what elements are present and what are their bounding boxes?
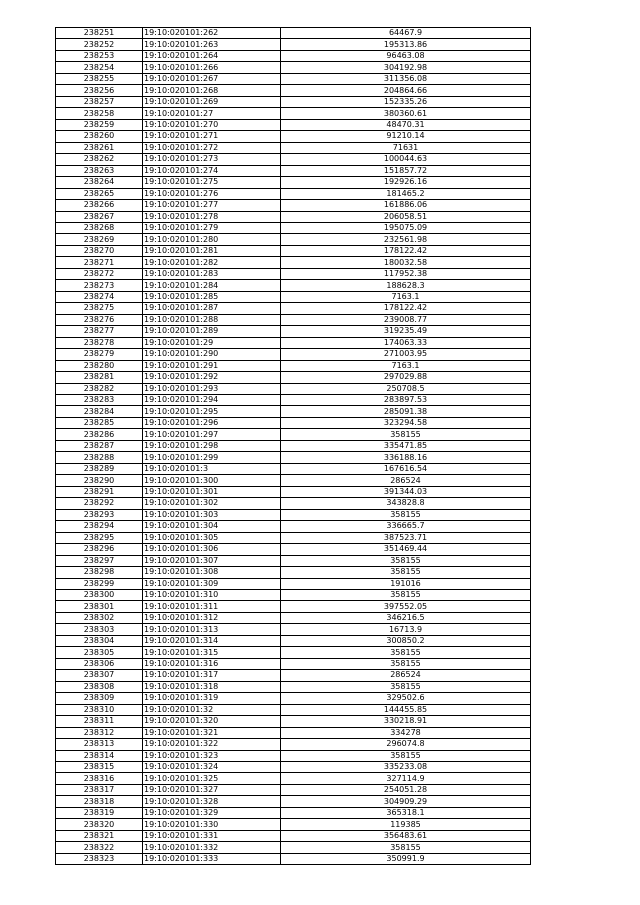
table-row: [56, 578, 531, 589]
value-cell: 181465.2: [281, 188, 531, 199]
cadastral-number-cell: 19:10:020101:307: [143, 555, 281, 566]
cadastral-number-cell: 19:10:020101:284: [143, 280, 281, 291]
row-number-cell: 238299: [56, 578, 143, 589]
cadastral-number-cell: 19:10:020101:289: [143, 326, 281, 337]
table-row: [56, 406, 531, 417]
value-cell: 350991.9: [281, 853, 531, 864]
value-cell: 64467.9: [281, 28, 531, 39]
row-number-cell: 238304: [56, 635, 143, 646]
row-number-cell: 238314: [56, 750, 143, 761]
row-number-cell: 238272: [56, 268, 143, 279]
cadastral-number-cell: 19:10:020101:280: [143, 234, 281, 245]
row-number-cell: 238290: [56, 475, 143, 486]
table-row: [56, 624, 531, 635]
value-cell: 195313.86: [281, 39, 531, 50]
table-row: [56, 395, 531, 406]
data-table: [55, 27, 531, 865]
value-cell: 330218.91: [281, 716, 531, 727]
cadastral-number-cell: 19:10:020101:262: [143, 28, 281, 39]
cadastral-number-cell: 19:10:020101:328: [143, 796, 281, 807]
cadastral-number-cell: 19:10:020101:309: [143, 578, 281, 589]
value-cell: 167616.54: [281, 463, 531, 474]
table-row: [56, 417, 531, 428]
value-cell: 96463.08: [281, 50, 531, 61]
row-number-cell: 238261: [56, 142, 143, 153]
row-number-cell: 238252: [56, 39, 143, 50]
value-cell: 380360.61: [281, 108, 531, 119]
value-cell: 329502.6: [281, 693, 531, 704]
cadastral-number-cell: 19:10:020101:292: [143, 372, 281, 383]
cadastral-number-cell: 19:10:020101:273: [143, 154, 281, 165]
value-cell: 304192.98: [281, 62, 531, 73]
row-number-cell: 238264: [56, 177, 143, 188]
cadastral-number-cell: 19:10:020101:298: [143, 440, 281, 451]
cadastral-number-cell: 19:10:020101:268: [143, 85, 281, 96]
cadastral-number-cell: 19:10:020101:297: [143, 429, 281, 440]
table-row: [56, 670, 531, 681]
table-row: [56, 521, 531, 532]
table-row: [56, 326, 531, 337]
value-cell: 174063.33: [281, 337, 531, 348]
table-row: [56, 234, 531, 245]
table-row: [56, 188, 531, 199]
cadastral-number-cell: 19:10:020101:279: [143, 222, 281, 233]
table-row: [56, 85, 531, 96]
value-cell: 300850.2: [281, 635, 531, 646]
row-number-cell: 238255: [56, 73, 143, 84]
value-cell: 358155: [281, 429, 531, 440]
cadastral-number-cell: 19:10:020101:283: [143, 268, 281, 279]
row-number-cell: 238288: [56, 452, 143, 463]
table-row: [56, 727, 531, 738]
value-cell: 297029.88: [281, 372, 531, 383]
row-number-cell: 238286: [56, 429, 143, 440]
row-number-cell: 238262: [56, 154, 143, 165]
cadastral-number-cell: 19:10:020101:331: [143, 830, 281, 841]
cadastral-number-cell: 19:10:020101:306: [143, 544, 281, 555]
row-number-cell: 238258: [56, 108, 143, 119]
value-cell: 117952.38: [281, 268, 531, 279]
value-cell: 358155: [281, 589, 531, 600]
value-cell: 358155: [281, 509, 531, 520]
value-cell: 7163.1: [281, 291, 531, 302]
table-row: [56, 429, 531, 440]
table-row: [56, 784, 531, 795]
table-row: [56, 544, 531, 555]
table-row: [56, 773, 531, 784]
value-cell: 346216.5: [281, 612, 531, 623]
row-number-cell: 238291: [56, 486, 143, 497]
value-cell: 16713.9: [281, 624, 531, 635]
value-cell: 178122.42: [281, 245, 531, 256]
value-cell: 327114.9: [281, 773, 531, 784]
table-row: [56, 635, 531, 646]
row-number-cell: 238267: [56, 211, 143, 222]
table-row: [56, 589, 531, 600]
table-row: [56, 739, 531, 750]
row-number-cell: 238283: [56, 395, 143, 406]
value-cell: 192926.16: [281, 177, 531, 188]
cadastral-number-cell: 19:10:020101:311: [143, 601, 281, 612]
cadastral-number-cell: 19:10:020101:291: [143, 360, 281, 371]
table-row: [56, 796, 531, 807]
row-number-cell: 238309: [56, 693, 143, 704]
row-number-cell: 238279: [56, 349, 143, 360]
row-number-cell: 238269: [56, 234, 143, 245]
cadastral-number-cell: 19:10:020101:314: [143, 635, 281, 646]
table-row: [56, 486, 531, 497]
cadastral-number-cell: 19:10:020101:304: [143, 521, 281, 532]
row-number-cell: 238307: [56, 670, 143, 681]
row-number-cell: 238310: [56, 704, 143, 715]
table-row: [56, 200, 531, 211]
row-number-cell: 238295: [56, 532, 143, 543]
row-number-cell: 238298: [56, 567, 143, 578]
value-cell: 239008.77: [281, 314, 531, 325]
row-number-cell: 238259: [56, 119, 143, 130]
cadastral-number-cell: 19:10:020101:327: [143, 784, 281, 795]
cadastral-number-cell: 19:10:020101:303: [143, 509, 281, 520]
row-number-cell: 238312: [56, 727, 143, 738]
row-number-cell: 238254: [56, 62, 143, 73]
cadastral-number-cell: 19:10:020101:277: [143, 200, 281, 211]
table-row: [56, 360, 531, 371]
cadastral-number-cell: 19:10:020101:313: [143, 624, 281, 635]
cadastral-number-cell: 19:10:020101:318: [143, 681, 281, 692]
cadastral-number-cell: 19:10:020101:315: [143, 647, 281, 658]
table-row: [56, 532, 531, 543]
cadastral-number-cell: 19:10:020101:276: [143, 188, 281, 199]
cadastral-number-cell: 19:10:020101:295: [143, 406, 281, 417]
cadastral-number-cell: 19:10:020101:321: [143, 727, 281, 738]
cadastral-number-cell: 19:10:020101:320: [143, 716, 281, 727]
value-cell: 283897.53: [281, 395, 531, 406]
row-number-cell: 238301: [56, 601, 143, 612]
table-row: [56, 750, 531, 761]
cadastral-number-cell: 19:10:020101:27: [143, 108, 281, 119]
table-row: [56, 475, 531, 486]
cadastral-number-cell: 19:10:020101:333: [143, 853, 281, 864]
table-row: [56, 498, 531, 509]
cadastral-number-cell: 19:10:020101:278: [143, 211, 281, 222]
row-number-cell: 238323: [56, 853, 143, 864]
row-number-cell: 238297: [56, 555, 143, 566]
row-number-cell: 238289: [56, 463, 143, 474]
cadastral-number-cell: 19:10:020101:296: [143, 417, 281, 428]
cadastral-number-cell: 19:10:020101:3: [143, 463, 281, 474]
row-number-cell: 238257: [56, 96, 143, 107]
value-cell: 358155: [281, 750, 531, 761]
row-number-cell: 238320: [56, 819, 143, 830]
value-cell: 204864.66: [281, 85, 531, 96]
table-row: [56, 693, 531, 704]
table-row: [56, 28, 531, 39]
table-row: [56, 372, 531, 383]
cadastral-number-cell: 19:10:020101:270: [143, 119, 281, 130]
cadastral-number-cell: 19:10:020101:301: [143, 486, 281, 497]
cadastral-number-cell: 19:10:020101:272: [143, 142, 281, 153]
value-cell: 296074.8: [281, 739, 531, 750]
cadastral-number-cell: 19:10:020101:287: [143, 303, 281, 314]
value-cell: 387523.71: [281, 532, 531, 543]
value-cell: 335233.08: [281, 762, 531, 773]
table-row: [56, 762, 531, 773]
cadastral-number-cell: 19:10:020101:319: [143, 693, 281, 704]
value-cell: 358155: [281, 681, 531, 692]
table-row: [56, 154, 531, 165]
cadastral-number-cell: 19:10:020101:323: [143, 750, 281, 761]
cadastral-number-cell: 19:10:020101:29: [143, 337, 281, 348]
value-cell: 311356.08: [281, 73, 531, 84]
table-row: [56, 349, 531, 360]
cadastral-number-cell: 19:10:020101:299: [143, 452, 281, 463]
table-row: [56, 291, 531, 302]
table-row: [56, 509, 531, 520]
value-cell: 144455.85: [281, 704, 531, 715]
table-row: [56, 39, 531, 50]
row-number-cell: 238305: [56, 647, 143, 658]
value-cell: 335471.85: [281, 440, 531, 451]
value-cell: 152335.26: [281, 96, 531, 107]
value-cell: 48470.31: [281, 119, 531, 130]
value-cell: 358155: [281, 555, 531, 566]
cadastral-number-cell: 19:10:020101:310: [143, 589, 281, 600]
cadastral-number-cell: 19:10:020101:316: [143, 658, 281, 669]
table-row: [56, 452, 531, 463]
table-row: [56, 567, 531, 578]
cadastral-number-cell: 19:10:020101:322: [143, 739, 281, 750]
value-cell: 319235.49: [281, 326, 531, 337]
cadastral-number-cell: 19:10:020101:285: [143, 291, 281, 302]
cadastral-number-cell: 19:10:020101:308: [143, 567, 281, 578]
value-cell: 334278: [281, 727, 531, 738]
cadastral-number-cell: 19:10:020101:312: [143, 612, 281, 623]
table-row: [56, 647, 531, 658]
table-row: [56, 555, 531, 566]
cadastral-number-cell: 19:10:020101:305: [143, 532, 281, 543]
cadastral-number-cell: 19:10:020101:263: [143, 39, 281, 50]
row-number-cell: 238265: [56, 188, 143, 199]
value-cell: 254051.28: [281, 784, 531, 795]
value-cell: 358155: [281, 647, 531, 658]
table-row: [56, 830, 531, 841]
table-row: [56, 807, 531, 818]
cadastral-number-cell: 19:10:020101:302: [143, 498, 281, 509]
row-number-cell: 238256: [56, 85, 143, 96]
cadastral-number-cell: 19:10:020101:329: [143, 807, 281, 818]
value-cell: 188628.3: [281, 280, 531, 291]
row-number-cell: 238284: [56, 406, 143, 417]
cadastral-number-cell: 19:10:020101:317: [143, 670, 281, 681]
table-row: [56, 681, 531, 692]
row-number-cell: 238321: [56, 830, 143, 841]
value-cell: 358155: [281, 658, 531, 669]
row-number-cell: 238266: [56, 200, 143, 211]
row-number-cell: 238300: [56, 589, 143, 600]
value-cell: 397552.05: [281, 601, 531, 612]
table-row: [56, 819, 531, 830]
row-number-cell: 238275: [56, 303, 143, 314]
row-number-cell: 238317: [56, 784, 143, 795]
row-number-cell: 238315: [56, 762, 143, 773]
row-number-cell: 238253: [56, 50, 143, 61]
table-row: [56, 303, 531, 314]
table-row: [56, 440, 531, 451]
value-cell: 232561.98: [281, 234, 531, 245]
value-cell: 151857.72: [281, 165, 531, 176]
row-number-cell: 238280: [56, 360, 143, 371]
cadastral-number-cell: 19:10:020101:266: [143, 62, 281, 73]
value-cell: 358155: [281, 842, 531, 853]
row-number-cell: 238260: [56, 131, 143, 142]
table-row: [56, 211, 531, 222]
cadastral-number-cell: 19:10:020101:324: [143, 762, 281, 773]
value-cell: 178122.42: [281, 303, 531, 314]
table-row: [56, 704, 531, 715]
value-cell: 343828.8: [281, 498, 531, 509]
row-number-cell: 238322: [56, 842, 143, 853]
table-row: [56, 716, 531, 727]
value-cell: 191016: [281, 578, 531, 589]
value-cell: 365318.1: [281, 807, 531, 818]
cadastral-number-cell: 19:10:020101:293: [143, 383, 281, 394]
table-row: [56, 463, 531, 474]
table-row: [56, 658, 531, 669]
table-row: [56, 383, 531, 394]
table-row: [56, 96, 531, 107]
row-number-cell: 238302: [56, 612, 143, 623]
cadastral-number-cell: 19:10:020101:290: [143, 349, 281, 360]
table-row: [56, 853, 531, 864]
row-number-cell: 238278: [56, 337, 143, 348]
value-cell: 161886.06: [281, 200, 531, 211]
cadastral-number-cell: 19:10:020101:264: [143, 50, 281, 61]
value-cell: 336188.16: [281, 452, 531, 463]
cadastral-number-cell: 19:10:020101:325: [143, 773, 281, 784]
table-row: [56, 177, 531, 188]
row-number-cell: 238285: [56, 417, 143, 428]
row-number-cell: 238276: [56, 314, 143, 325]
row-number-cell: 238273: [56, 280, 143, 291]
table-body: [56, 28, 531, 865]
cadastral-number-cell: 19:10:020101:282: [143, 257, 281, 268]
row-number-cell: 238277: [56, 326, 143, 337]
row-number-cell: 238263: [56, 165, 143, 176]
row-number-cell: 238293: [56, 509, 143, 520]
value-cell: 250708.5: [281, 383, 531, 394]
cadastral-number-cell: 19:10:020101:271: [143, 131, 281, 142]
table-row: [56, 50, 531, 61]
cadastral-number-cell: 19:10:020101:300: [143, 475, 281, 486]
value-cell: 286524: [281, 670, 531, 681]
value-cell: 391344.03: [281, 486, 531, 497]
table-row: [56, 314, 531, 325]
value-cell: 323294.58: [281, 417, 531, 428]
table-row: [56, 119, 531, 130]
value-cell: 119385: [281, 819, 531, 830]
cadastral-number-cell: 19:10:020101:332: [143, 842, 281, 853]
table-row: [56, 62, 531, 73]
cadastral-number-cell: 19:10:020101:267: [143, 73, 281, 84]
row-number-cell: 238268: [56, 222, 143, 233]
value-cell: 100044.63: [281, 154, 531, 165]
value-cell: 356483.61: [281, 830, 531, 841]
row-number-cell: 238311: [56, 716, 143, 727]
value-cell: 195075.09: [281, 222, 531, 233]
table-row: [56, 73, 531, 84]
value-cell: 7163.1: [281, 360, 531, 371]
cadastral-number-cell: 19:10:020101:269: [143, 96, 281, 107]
row-number-cell: 238306: [56, 658, 143, 669]
row-number-cell: 238251: [56, 28, 143, 39]
value-cell: 180032.58: [281, 257, 531, 268]
value-cell: 285091.38: [281, 406, 531, 417]
table-row: [56, 222, 531, 233]
table-row: [56, 257, 531, 268]
cadastral-number-cell: 19:10:020101:32: [143, 704, 281, 715]
row-number-cell: 238287: [56, 440, 143, 451]
row-number-cell: 238296: [56, 544, 143, 555]
table-row: [56, 842, 531, 853]
value-cell: 358155: [281, 567, 531, 578]
table-row: [56, 601, 531, 612]
table-row: [56, 245, 531, 256]
value-cell: 351469.44: [281, 544, 531, 555]
cadastral-number-cell: 19:10:020101:288: [143, 314, 281, 325]
row-number-cell: 238316: [56, 773, 143, 784]
cadastral-number-cell: 19:10:020101:330: [143, 819, 281, 830]
row-number-cell: 238271: [56, 257, 143, 268]
cadastral-number-cell: 19:10:020101:281: [143, 245, 281, 256]
value-cell: 304909.29: [281, 796, 531, 807]
cadastral-number-cell: 19:10:020101:275: [143, 177, 281, 188]
row-number-cell: 238294: [56, 521, 143, 532]
table-row: [56, 108, 531, 119]
row-number-cell: 238318: [56, 796, 143, 807]
row-number-cell: 238292: [56, 498, 143, 509]
value-cell: 91210.14: [281, 131, 531, 142]
table-row: [56, 280, 531, 291]
cadastral-number-cell: 19:10:020101:294: [143, 395, 281, 406]
table-row: [56, 268, 531, 279]
row-number-cell: 238319: [56, 807, 143, 818]
value-cell: 271003.95: [281, 349, 531, 360]
row-number-cell: 238281: [56, 372, 143, 383]
value-cell: 71631: [281, 142, 531, 153]
value-cell: 206058.51: [281, 211, 531, 222]
row-number-cell: 238282: [56, 383, 143, 394]
table-row: [56, 337, 531, 348]
value-cell: 336665.7: [281, 521, 531, 532]
value-cell: 286524: [281, 475, 531, 486]
cadastral-number-cell: 19:10:020101:274: [143, 165, 281, 176]
row-number-cell: 238274: [56, 291, 143, 302]
row-number-cell: 238270: [56, 245, 143, 256]
table-row: [56, 612, 531, 623]
row-number-cell: 238308: [56, 681, 143, 692]
row-number-cell: 238313: [56, 739, 143, 750]
table-row: [56, 142, 531, 153]
row-number-cell: 238303: [56, 624, 143, 635]
table-row: [56, 131, 531, 142]
table-row: [56, 165, 531, 176]
